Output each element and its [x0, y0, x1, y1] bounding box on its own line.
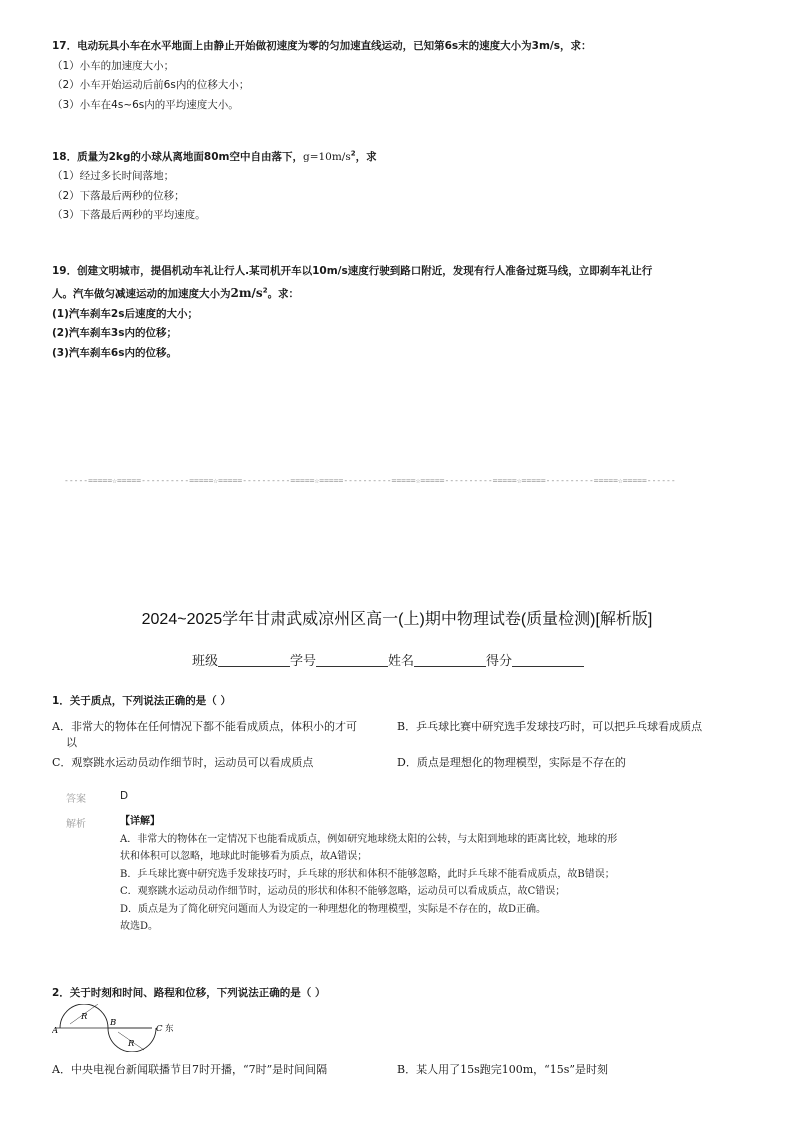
explanation-line-d: D．质点是为了简化研究问题而人为设定的一种理想化的物理模型，实际是不存在的，故D正确。	[120, 903, 547, 915]
page-title: 2024~2025学年甘肃武威凉州区高一(上)期中物理试卷(质量检测)[解析版]	[141, 611, 653, 628]
question-19-line-1: 19．创建文明城市，提倡机动车礼让行人.某司机开车以10m/s速度行驶到路口附近，发现有行人准备过斑马线，立即刹车礼让行	[52, 265, 653, 277]
class-label: 班级	[192, 653, 219, 668]
question-18-sub-1: （1）经过多长时间落地；	[52, 170, 175, 182]
id-label: 学号	[290, 653, 317, 668]
student-info-line	[192, 650, 584, 669]
section-divider: -----=====☆=====----------=====☆=====----------=====☆=====----------=====☆=====----------=====☆=====----------=====☆=====------	[64, 476, 676, 485]
explanation-heading: 【详解】	[120, 816, 160, 827]
question-19-sub-1: (1)汽车刹车2s后速度的大小；	[52, 307, 198, 320]
question-17-sub-3: （3）小车在4s~6s内的平均速度大小。	[52, 98, 239, 111]
mc-question-1-option-a: A．非常大的物体在任何情况下都不能看成质点，体积小的才可 以	[52, 720, 357, 749]
question-18-sub-3: （3）下落最后两秒的平均速度。	[52, 209, 206, 221]
question-19-sub-2: (2)汽车刹车3s内的位移；	[52, 327, 177, 339]
diagram-label-east: 东	[165, 1024, 174, 1034]
diagram-label-c: C	[156, 1024, 163, 1034]
question-18	[52, 144, 377, 226]
mc-question-2-option-b: B．某人用了15s跑完100m，“15s”是时刻	[397, 1063, 609, 1076]
mc-question-2-option-a: A．中央电视台新闻联播节目7时开播，“7时”是时间间隔	[52, 1063, 328, 1076]
question-17	[52, 37, 592, 115]
question-17-stem: 17．电动玩具小车在水平地面上由静止开始做初速度为零的匀加速直线运动，已知第6s末的速度大小为3m/s，求：	[52, 40, 592, 52]
question-18-stem: 18．质量为2kg的小球从离地面80m空中自由落下，$g=10m/s^2$，求	[52, 149, 377, 163]
question-19	[52, 262, 652, 363]
question-19-sub-3: (3)汽车刹车6s内的位移。	[52, 346, 177, 359]
id-blank	[316, 653, 388, 667]
question-17-sub-2: （2）小车开始运动后前6s内的位移大小；	[52, 79, 250, 91]
score-label: 得分	[486, 653, 513, 668]
explanation-label: 解析	[66, 819, 86, 830]
mc-question-2-stem: 2．关于时刻和时间、路程和位移，下列说法正确的是（ ）	[52, 987, 326, 999]
explanation-line-a2: 状和体积可以忽略，地球此时能够看为质点，故A错误；	[120, 851, 368, 862]
explanation-conclusion: 故选D。	[120, 921, 159, 932]
mc-question-1-option-d: D．质点是理想化的物理模型，实际是不存在的	[397, 756, 626, 769]
question-17-sub-1: （1）小车的加速度大小；	[52, 59, 175, 72]
question-18-sub-2: （2）下落最后两秒的位移；	[52, 189, 185, 202]
diagram-label-r1: R	[81, 1012, 88, 1022]
class-blank	[218, 653, 290, 667]
explanation-line-a1: A．非常大的物体在一定情况下也能看成质点，例如研究地球绕太阳的公转，与太阳到地球的距离比较，地球的形	[120, 833, 618, 845]
mc-question-1-option-b: B．乒乓球比赛中研究选手发球技巧时，可以把乒乓球看成质点	[397, 720, 703, 733]
mc-question-1-stem: 1．关于质点，下列说法正确的是（ ）	[52, 695, 231, 707]
explanation-body	[120, 813, 720, 936]
path-diagram	[52, 1004, 222, 1052]
explanation-line-b: B．乒乓球比赛中研究选手发球技巧时，乒乓球的形状和体积不能够忽略，此时乒乓球不能看成质点，故B错误；	[120, 868, 615, 880]
name-label: 姓名	[388, 653, 415, 668]
diagram-label-a: A	[52, 1026, 59, 1036]
question-19-line-2: 人。汽车做匀减速运动的加速度大小为$2m/s^2$。求：	[52, 286, 300, 300]
diagram-label-b: B	[110, 1018, 117, 1028]
name-blank	[414, 653, 486, 667]
score-blank	[512, 653, 584, 667]
diagram-label-r2: R	[128, 1039, 135, 1049]
answer-value: D	[120, 790, 129, 802]
explanation-line-c: C．观察跳水运动员动作细节时，运动员的形状和体积不能够忽略，运动员可以看成质点，故C错误；	[120, 886, 566, 897]
answer-label: 答案	[66, 794, 86, 805]
mc-question-1-option-c: C．观察跳水运动员动作细节时，运动员可以看成质点	[52, 756, 314, 769]
